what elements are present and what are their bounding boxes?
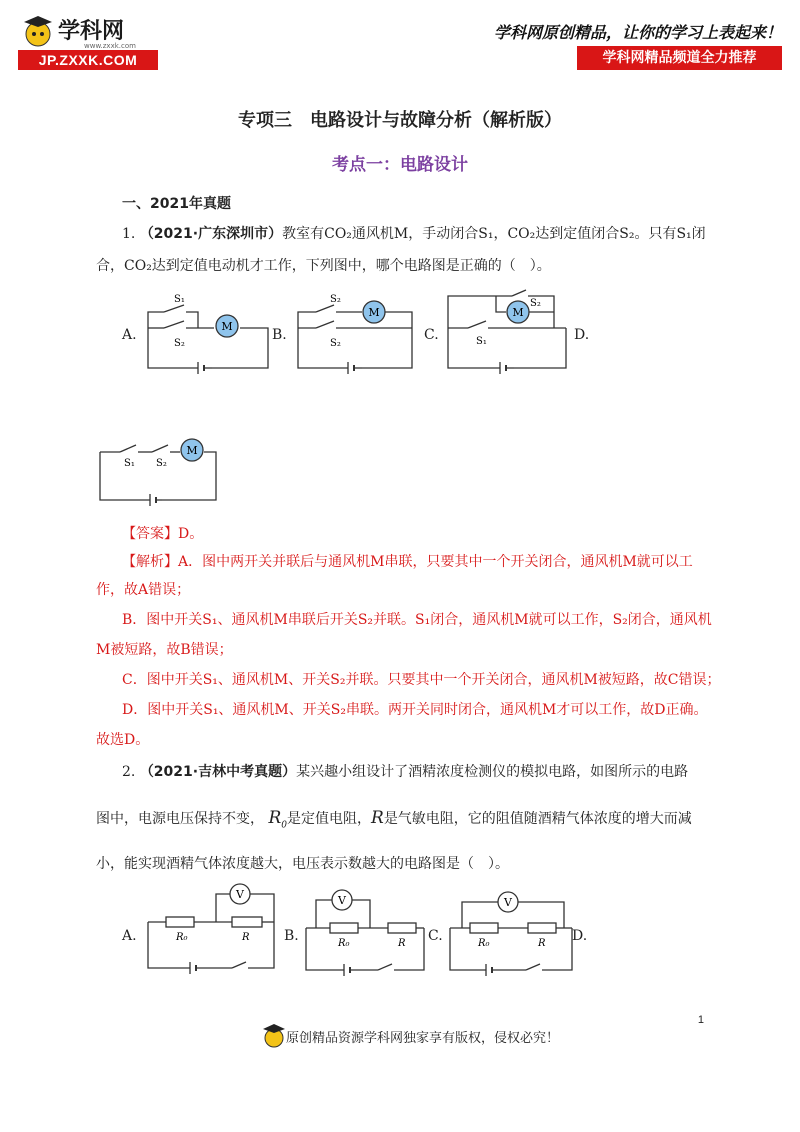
header-slogan: 学科网原创精品，让你的学习上表起来！ (493, 23, 782, 42)
q1-circuit-c (442, 284, 572, 376)
motor-label: M (512, 306, 524, 319)
q1-analysis-line: 作，故A错误； (96, 582, 191, 598)
brand-logo[interactable] (18, 12, 168, 72)
q2-text: 是气敏电阻，它的阻值随酒精气体浓度的增大而减 (383, 811, 692, 827)
q1-option-d-label: D. (574, 327, 590, 343)
q2-number: 2. (122, 764, 136, 780)
page-number: 1 (697, 1014, 704, 1026)
q1-analysis-line: M被短路，故B错误； (96, 642, 233, 658)
s2-label: S₂ (530, 298, 541, 309)
r0-label: R₀ (176, 932, 188, 943)
logo-url[interactable]: JP.ZXXK.COM (18, 50, 158, 70)
mascot-icon (18, 12, 58, 50)
s2-label: S₂ (330, 294, 341, 305)
q1-answer: 【答案】D。 (122, 526, 204, 542)
header-banner[interactable]: 学科网精品频道全力推荐 (577, 46, 782, 70)
q2-source: （2021·吉林中考真题） (139, 764, 297, 780)
section-subtitle: 考点一：电路设计 (332, 155, 468, 175)
logo-text: 学科网 (58, 19, 125, 44)
r-label: R (398, 938, 406, 949)
s2-label: S₂ (156, 458, 167, 469)
r-label: R (242, 932, 250, 943)
q1-text: 教室有CO₂通风机M，手动闭合S₁，CO₂达到定值闭合S₂。只有S₁闭 (282, 226, 706, 242)
document-title: 专项三 电路设计与故障分析（解析版） (238, 110, 562, 131)
q2-circuit-a (142, 880, 282, 980)
s1-label: S₁ (174, 294, 185, 305)
q1-circuit-d (94, 432, 224, 510)
voltmeter-label: V (338, 894, 346, 907)
q2-line-2 (96, 808, 692, 835)
q2-text: 是定值电阻， (287, 811, 371, 827)
q1-number: 1. (122, 226, 136, 242)
q1-circuit-b (290, 286, 420, 376)
s1-label: S₁ (124, 458, 135, 469)
mascot-icon (262, 1022, 286, 1050)
logo-subtext: www.zxxk.com (84, 42, 136, 50)
q1-analysis-line: 故选D。 (96, 732, 150, 748)
r0-symbol: $R_0$ (268, 808, 287, 831)
q1-analysis-line: C．图中开关S₁、通风机M、开关S₂并联。只要其中一个开关闭合，通风机M被短路，故C错误； (122, 672, 721, 688)
q2-option-d-label: D. (572, 928, 588, 944)
r-symbol: R (371, 808, 384, 828)
q1-line-2: 合，CO₂达到定值电动机才工作，下列图中，哪个电路图是正确的（ ）。 (96, 258, 551, 274)
q1-option-c-label: C. (424, 327, 439, 343)
q1-option-a-label: A. (122, 327, 137, 343)
motor-label: M (368, 306, 380, 319)
q1-analysis-line: D．图中开关S₁、通风机M、开关S₂串联。两开关同时闭合，通风机M才可以工作，故D正确。 (122, 702, 708, 718)
q2-line-1 (122, 762, 688, 782)
voltmeter-label: V (504, 896, 512, 909)
motor-label: M (186, 444, 198, 457)
q2-line-3: 小，能实现酒精气体浓度越大，电压表示数越大的电路图是（ ）。 (96, 856, 509, 872)
r-label: R (538, 938, 546, 949)
q2-option-c-label: C. (428, 928, 443, 944)
q2-text: 图中，电源电压保持不变， (96, 811, 264, 827)
r0-label: R₀ (338, 938, 350, 949)
motor-label: M (221, 320, 233, 333)
r0-label: R₀ (478, 938, 490, 949)
q2-option-b-label: B. (284, 928, 299, 944)
s2-label: S₂ (330, 338, 341, 349)
footer (262, 1022, 562, 1052)
q2-text: 某兴趣小组设计了酒精浓度检测仪的模拟电路，如图所示的电路 (296, 764, 689, 780)
q1-line-1 (122, 224, 706, 244)
q1-analysis-line: 【解析】A．图中两开关并联后与通风机M串联，只要其中一个开关闭合，通风机M就可以工 (122, 554, 693, 570)
section-heading: 一、2021年真题 (122, 196, 231, 212)
q1-option-b-label: B. (272, 327, 287, 343)
copyright-notice: 原创精品资源学科网独家享有版权，侵权必究！ (286, 1031, 560, 1046)
q2-circuit-b (300, 880, 430, 980)
q1-circuit-a (140, 286, 270, 376)
s1-label: S₁ (476, 336, 487, 347)
voltmeter-label: V (236, 888, 244, 901)
q2-circuit-c (444, 880, 578, 980)
q1-source: （2021·广东深圳市） (139, 226, 283, 242)
q2-option-a-label: A. (122, 928, 137, 944)
s2-label: S₂ (174, 338, 185, 349)
q1-analysis-line: B．图中开关S₁、通风机M串联后开关S₂并联。S₁闭合，通风机M就可以工作，S₂闭合，通风机 (122, 612, 712, 628)
